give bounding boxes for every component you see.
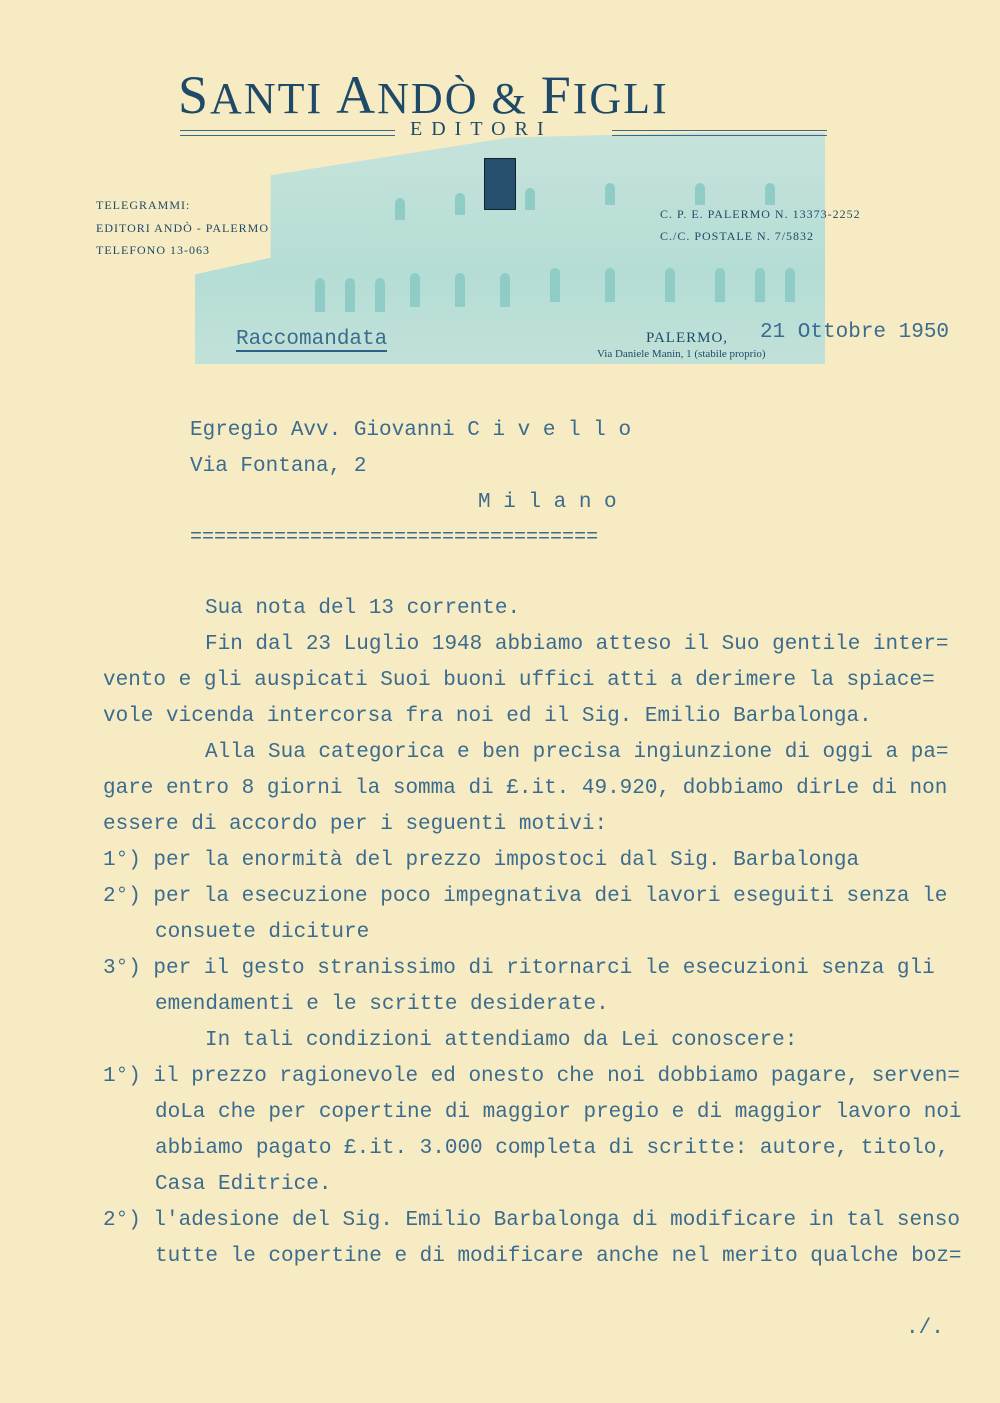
company-subtitle: EDITORI bbox=[410, 118, 553, 140]
telephone: TELEFONO 13-063 bbox=[96, 243, 210, 257]
telegram-label: TELEGRAMMI: bbox=[96, 198, 191, 212]
body-line: 1°) il prezzo ragionevole ed onesto che noi dobbiamo pagare, serven= bbox=[103, 1065, 960, 1088]
date: 21 Ottobre 1950 bbox=[760, 321, 950, 344]
body-line: emendamenti e le scritte desiderate. bbox=[155, 993, 609, 1016]
body-line: abbiamo pagato £.it. 3.000 completa di scritte: autore, titolo, bbox=[155, 1137, 949, 1160]
registered-mail-mark: Raccomandata bbox=[236, 328, 388, 351]
body-line: tutte le copertine e di modificare anche nel merito qualche boz= bbox=[155, 1245, 962, 1268]
body-line: Alla Sua categorica e ben precisa ingiunzione di oggi a pa= bbox=[205, 741, 949, 764]
body-line: Fin dal 23 Luglio 1948 abbiamo atteso il Suo gentile inter= bbox=[205, 633, 949, 656]
body-line: doLa che per copertine di maggior pregio e di maggior lavoro noi bbox=[155, 1101, 962, 1124]
company-address: Via Daniele Manin, 1 (stabile proprio) bbox=[597, 348, 766, 360]
body-line: Sua nota del 13 corrente. bbox=[205, 597, 521, 620]
recipient-city: M i l a n o bbox=[478, 491, 617, 514]
recipient-street: Via Fontana, 2 bbox=[190, 455, 367, 478]
body-line: 2°) l'adesione del Sig. Emilio Barbalonga di modificare in tal senso bbox=[103, 1209, 960, 1232]
telegram-address: EDITORI ANDÒ - PALERMO bbox=[96, 221, 270, 235]
recipient-name: Egregio Avv. Giovanni C i v e l l o bbox=[190, 419, 632, 442]
place: PALERMO, bbox=[646, 330, 729, 346]
divider-left bbox=[180, 130, 395, 136]
body-line: 2°) per la esecuzione poco impegnativa dei lavori eseguiti senza le bbox=[103, 885, 948, 908]
body-line: 3°) per il gesto stranissimo di ritornarci le esecuzioni senza gli bbox=[103, 957, 935, 980]
divider-right bbox=[612, 130, 827, 136]
publisher-logo bbox=[484, 158, 516, 210]
body-line: essere di accordo per i seguenti motivi: bbox=[103, 813, 608, 836]
separator-line: ================================== bbox=[190, 526, 599, 549]
continuation-mark: ./. bbox=[906, 1317, 944, 1340]
body-line: consuete diciture bbox=[155, 921, 370, 944]
body-line: gare entro 8 giorni la somma di £.it. 49.920, dobbiamo dirLe di non bbox=[103, 777, 948, 800]
body-line: 1°) per la enormità del prezzo impostoci dal Sig. Barbalonga bbox=[103, 849, 860, 872]
cpe-number: C. P. E. PALERMO N. 13373-2252 bbox=[660, 207, 861, 221]
body-line: vento e gli auspicati Suoi buoni uffici atti a derimere la spiace= bbox=[103, 669, 935, 692]
postal-account: C./C. POSTALE N. 7/5832 bbox=[660, 229, 815, 243]
company-name: SANTI ANDÒ & FIGLI bbox=[178, 65, 669, 125]
body-line: Casa Editrice. bbox=[155, 1173, 332, 1196]
body-line: vole vicenda intercorsa fra noi ed il Sig. Emilio Barbalonga. bbox=[103, 705, 872, 728]
body-line: In tali condizioni attendiamo da Lei conoscere: bbox=[205, 1029, 798, 1052]
